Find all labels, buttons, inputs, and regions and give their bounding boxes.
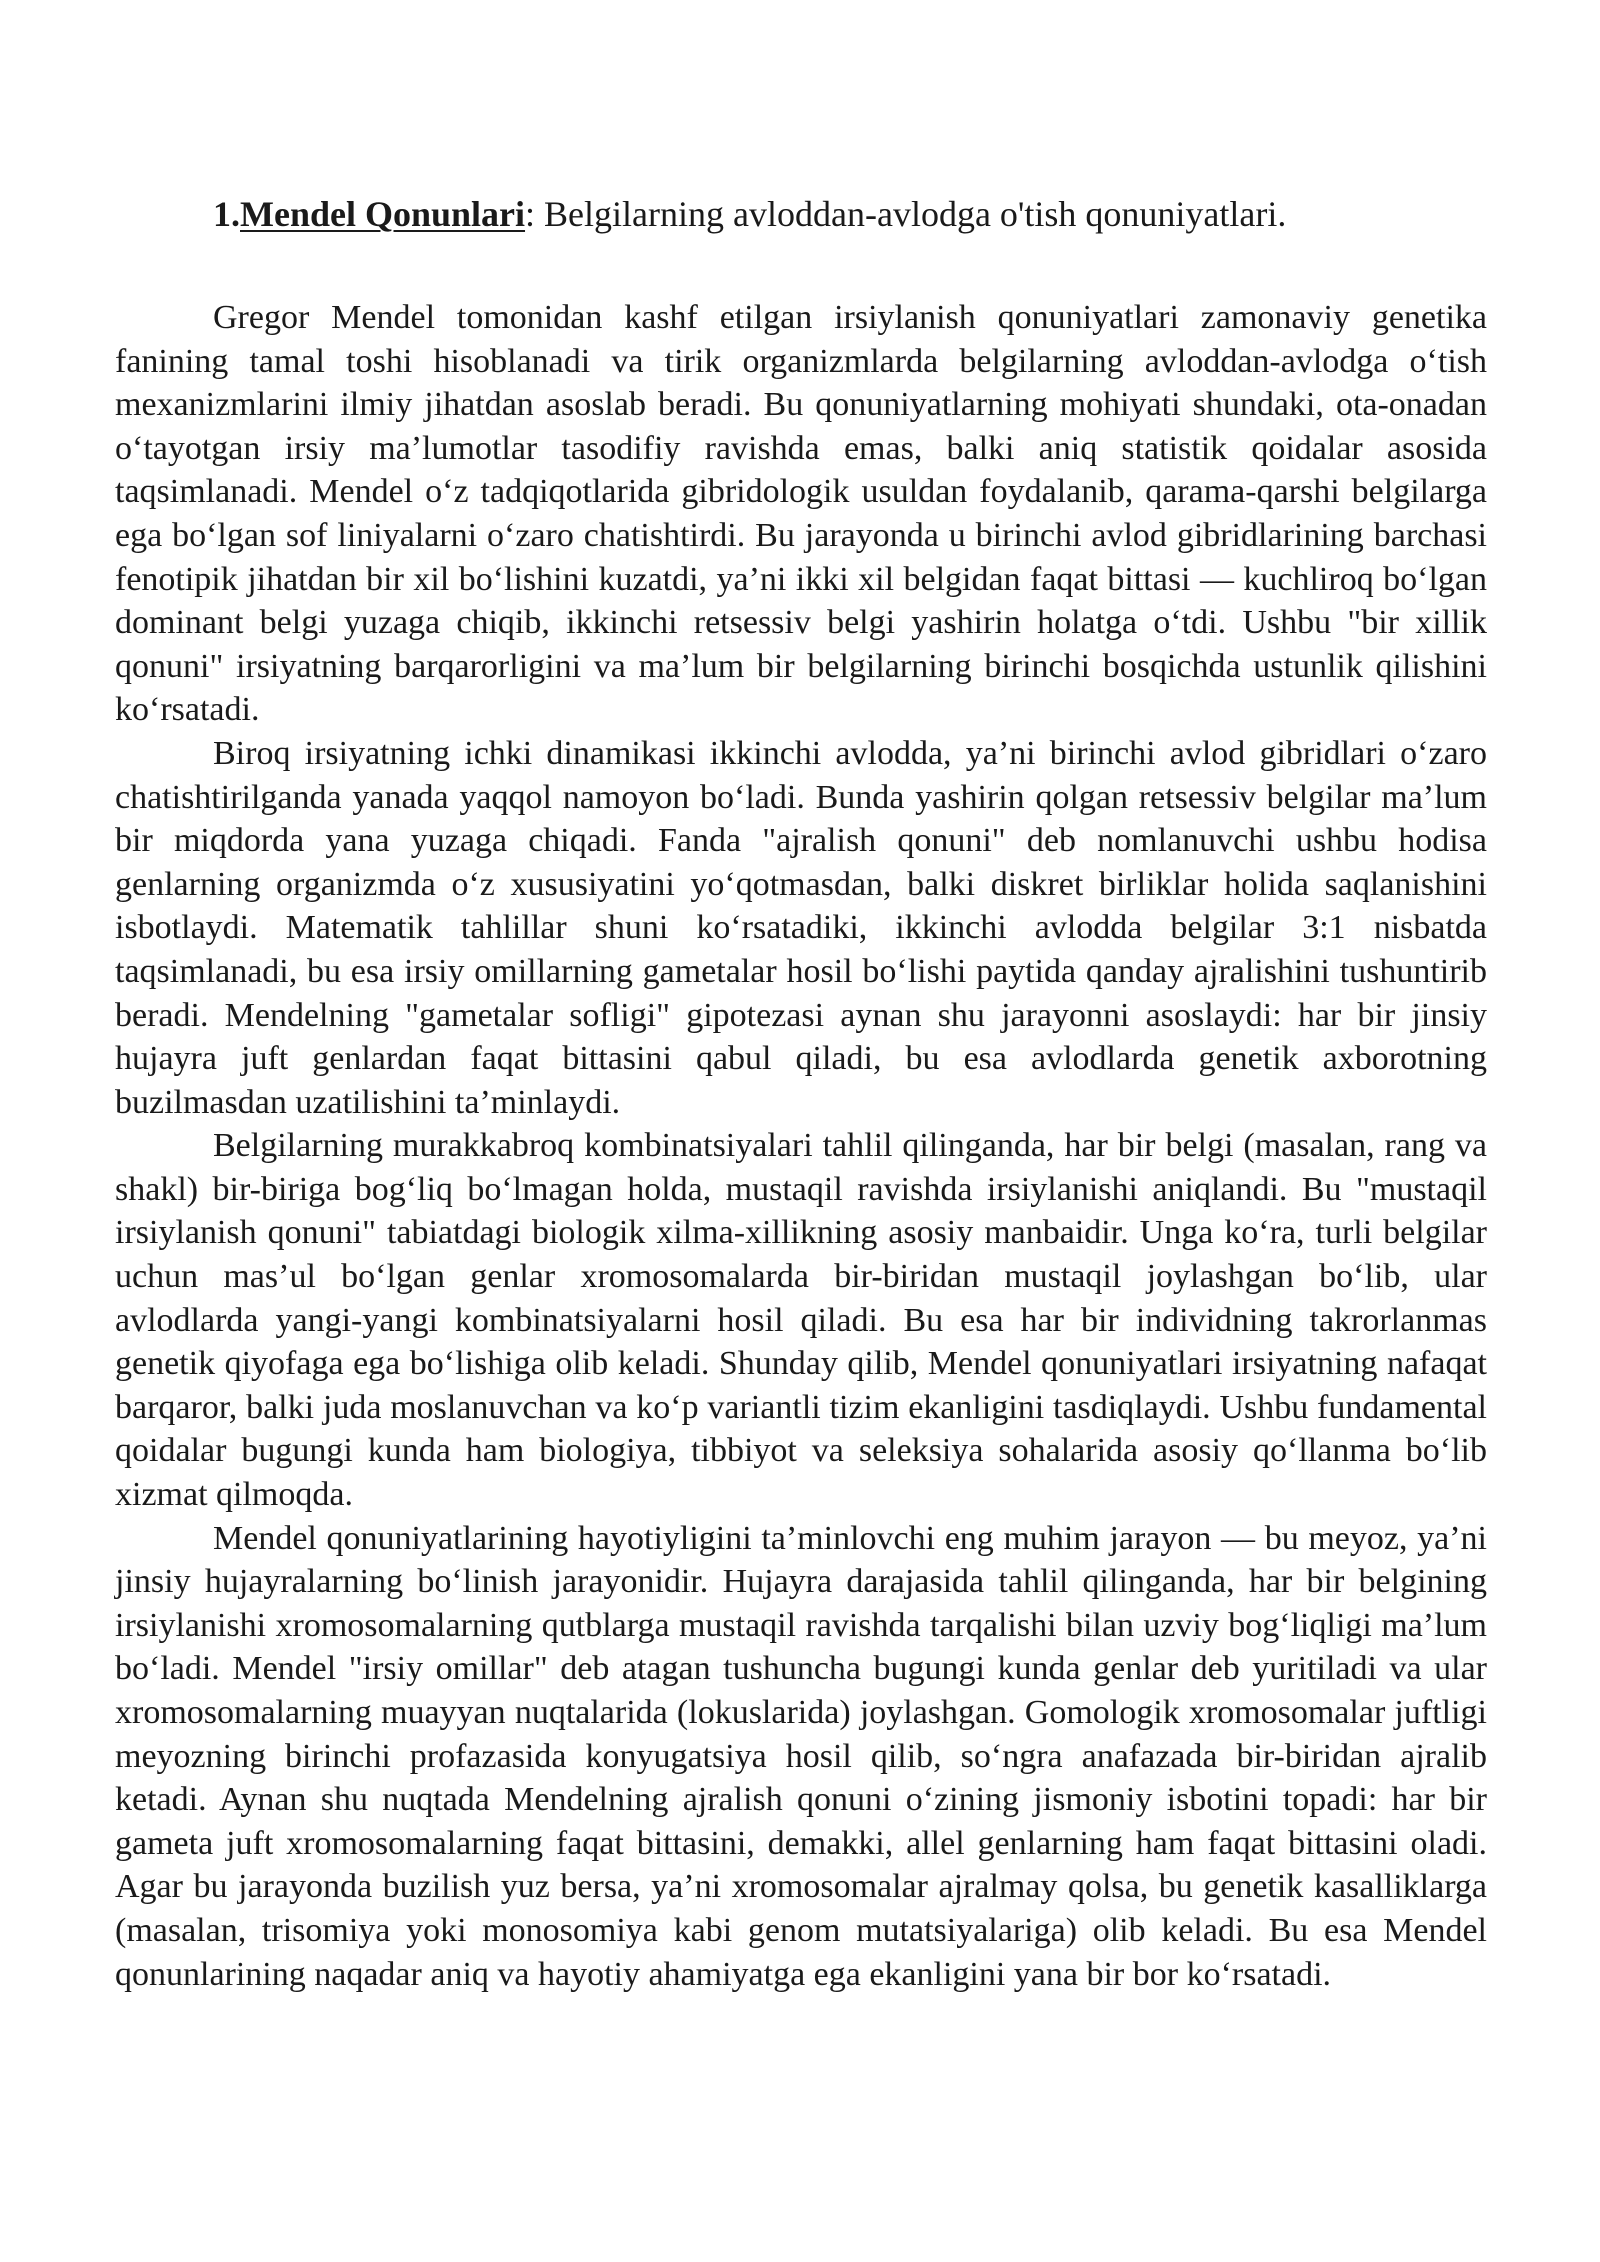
paragraph-4: Mendel qonuniyatlarining hayotiyligini ta’minlovchi eng muhim jarayon — bu meyoz, ya’ni jinsiy hujayralarning bo‘linish jarayonidir. Hujayra darajasida tahlil qilinganda, har bir belgining irsiylanishi xromosomalarning qutblarga mustaqil ravishda tarqalishi bilan uzviy bog‘liqligi ma’lum bo‘ladi. Mendel "irsiy omillar" deb atagan tushuncha bugungi kunda genlar deb yuritiladi va ular xromosomalarning muayyan nuqtalarida (lokuslarida) joylashgan. Gomologik xromosomalar juftligi meyozning birinchi profazasida konyugatsiya hosil qilib, so‘ngra anafazada bir-biridan ajralib ketadi. Aynan shu nuqtada Mendelning ajralish qonuni o‘zining jismoniy isbotini topadi: har bir gameta juft xromosomalarning faqat bittasini, demakki, allel genlarning ham faqat bittasini oladi. Agar bu jarayonda buzilish yuz bersa, ya’ni xromosomalar ajralmay qolsa, bu genetik kasalliklarga (masalan, trisomiya yoki monosomiya kabi genom mutatsiyalariga) olib keladi. Bu esa Mendel qonunlarining naqadar aniq va hayotiy ahamiyatga ega ekanligini yana bir bor ko‘rsatadi. xyxy=(115,1519,1487,1993)
heading-subtitle: Belgilarning avloddan-avlodga o'tish qonuniyatlari. xyxy=(535,194,1287,234)
paragraph-2: Biroq irsiyatning ichki dinamikasi ikkinchi avlodda, ya’ni birinchi avlod gibridlari o‘zaro chatishtirilganda yanada yaqqol namoyon bo‘ladi. Bunda yashirin qolgan retsessiv belgilar ma’lum bir miqdorda yana yuzaga chiqadi. Fanda "ajralish qonuni" deb nomlanuvchi ushbu hodisa genlarning organizmda o‘z xususiyatini yo‘qotmasdan, balki diskret birliklar holida saqlanishini isbotlaydi. Matematik tahlillar shuni ko‘rsatadiki, ikkinchi avlodda belgilar 3:1 nisbatda taqsimlanadi, bu esa irsiy omillarning gametalar hosil bo‘lishi paytida qanday ajralishini tushuntirib beradi. Mendelning "gametalar sofligi" gipotezasi aynan shu jarayonni asoslaydi: har bir jinsiy hujayra juft genlardan faqat bittasini qabul qiladi, bu esa avlodlarda genetik axborotning buzilmasdan uzatilishini ta’minlaydi. xyxy=(115,734,1487,1121)
heading-number: 1. xyxy=(213,194,240,234)
document-page xyxy=(115,190,1487,1996)
paragraph-1: Gregor Mendel tomonidan kashf etilgan irsiylanish qonuniyatlari zamonaviy genetika fanining tamal toshi hisoblanadi va tirik organizmlarda belgilarning avloddan-avlodga o‘tish mexanizmlarini ilmiy jihatdan asoslab beradi. Bu qonuniyatlarning mohiyati shundaki, ota-onadan o‘tayotgan irsiy ma’lumotlar tasodifiy ravishda emas, balki aniq statistik qoidalar asosida taqsimlanadi. Mendel o‘z tadqiqotlarida gibridologik usuldan foydalanib, qarama-qarshi belgilarga ega bo‘lgan sof liniyalarni o‘zaro chatishtirdi. Bu jarayonda u birinchi avlod gibridlarining barchasi fenotipik jihatdan bir xil bo‘lishini kuzatdi, ya’ni ikki xil belgidan faqat bittasi — kuchliroq bo‘lgan dominant belgi yuzaga chiqib, ikkinchi retsessiv belgi yashirin holatga o‘tdi. Ushbu "bir xillik qonuni" irsiyatning barqarorligini va ma’lum bir belgilarning birinchi bosqichda ustunlik qilishini ko‘rsatadi. xyxy=(115,299,1487,729)
section-heading xyxy=(115,190,1487,238)
heading-separator: : xyxy=(525,194,536,234)
heading-title: Mendel Qonunlari xyxy=(240,194,526,234)
paragraph-3: Belgilarning murakkabroq kombinatsiyalari tahlil qilinganda, har bir belgi (masalan, rang va shakl) bir-biriga bog‘liq bo‘lmagan holda, mustaqil ravishda irsiylanishi aniqlandi. Bu "mustaqil irsiylanish qonuni" tabiatdagi biologik xilma-xillikning asosiy manbaidir. Unga ko‘ra, turli belgilar uchun mas’ul bo‘lgan genlar xromosomalarda bir-biridan mustaqil joylashgan bo‘lib, ular avlodlarda yangi-yangi kombinatsiyalarni hosil qiladi. Bu esa har bir individning takrorlanmas genetik qiyofaga ega bo‘lishiga olib keladi. Shunday qilib, Mendel qonuniyatlari irsiyatning nafaqat barqaror, balki juda moslanuvchan va ko‘p variantli tizim ekanligini tasdiqlaydi. Ushbu fundamental qoidalar bugungi kunda ham biologiya, tibbiyot va seleksiya sohalarida asosiy qo‘llanma bo‘lib xizmat qilmoqda. xyxy=(115,1127,1487,1514)
